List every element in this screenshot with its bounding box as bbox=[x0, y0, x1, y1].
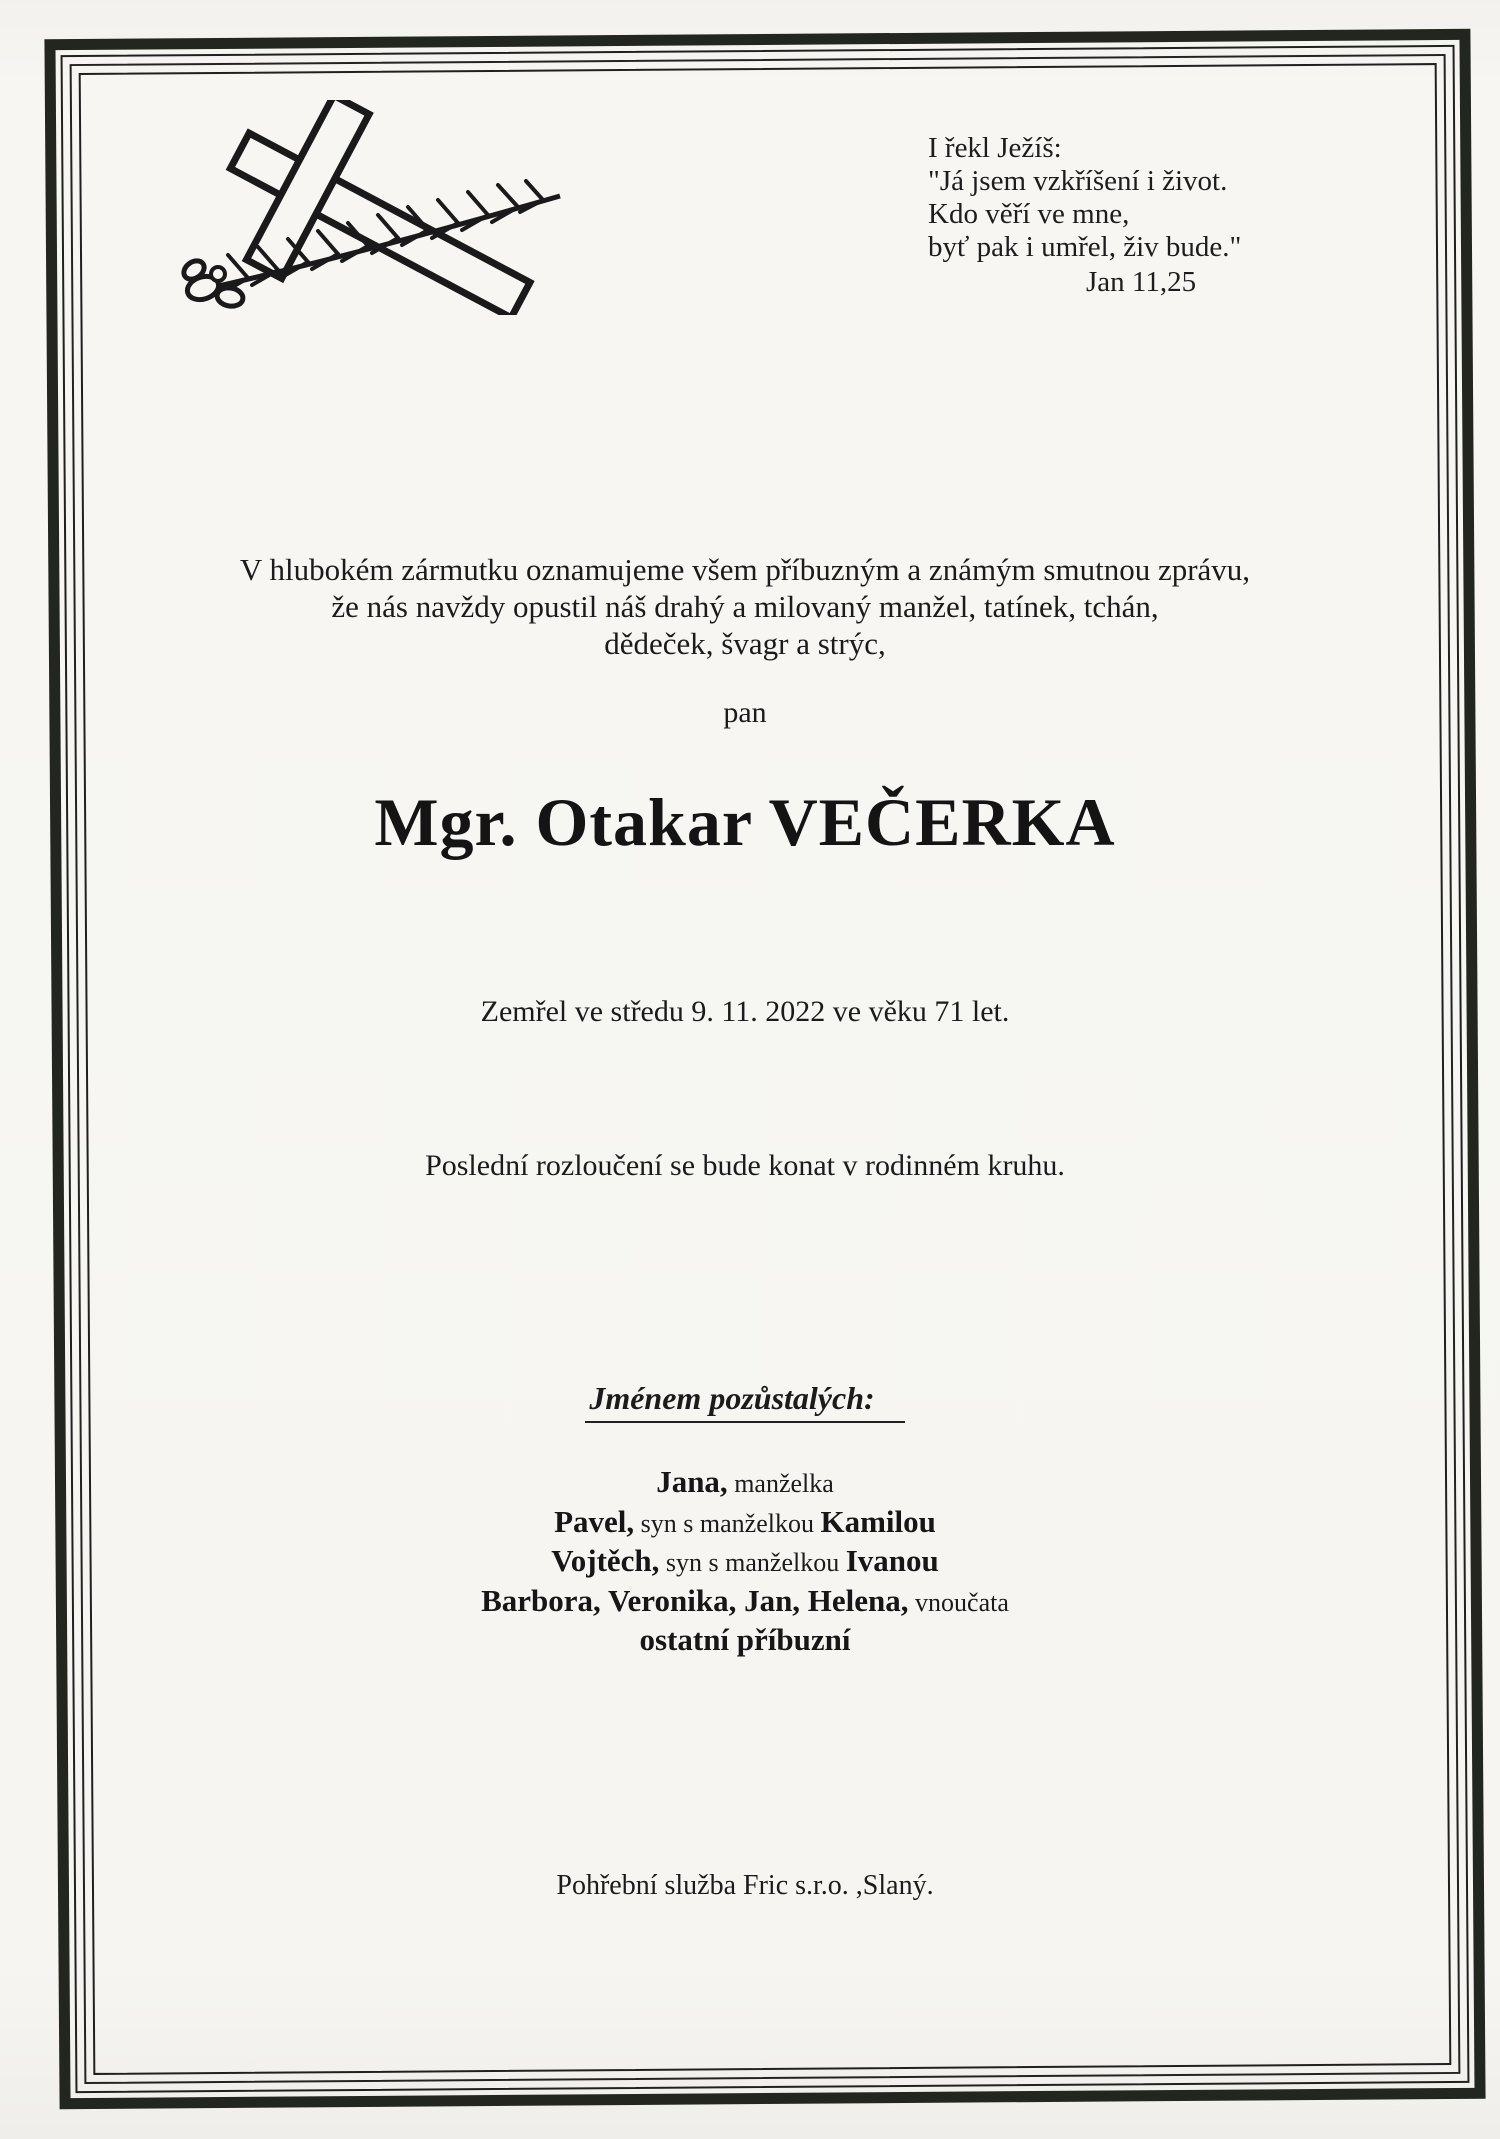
announcement-line: dědeček, švagr a strýc, bbox=[604, 626, 886, 661]
announcement-line: V hlubokém zármutku oznamujeme všem příbuzným a známým smutnou zprávu, bbox=[239, 552, 1251, 587]
survivor-relation: manželka bbox=[734, 1469, 834, 1498]
survivor-suffix: Kamilou bbox=[820, 1503, 936, 1539]
survivors-heading bbox=[90, 1380, 1400, 1417]
honorific: pan bbox=[723, 696, 767, 729]
announcement-text bbox=[90, 551, 1400, 662]
announcement-line: že nás navždy opustil náš drahý a milovaný manžel, tatínek, tchán, bbox=[331, 589, 1159, 624]
survivor-line bbox=[90, 1463, 1400, 1503]
survivor-names: Pavel, bbox=[554, 1503, 635, 1539]
scripture-line: I řekl Ježíš: bbox=[928, 132, 1062, 164]
survivors-heading-text: Jménem pozůstalých: bbox=[585, 1380, 904, 1423]
scripture-reference: Jan 11,25 bbox=[1086, 266, 1197, 298]
survivor-line bbox=[90, 1582, 1400, 1622]
scripture-quote bbox=[928, 132, 1268, 299]
funeral-home-line: Pohřební služba Fric s.r.o. ,Slaný. bbox=[556, 1870, 934, 1901]
survivor-line bbox=[90, 1621, 1400, 1661]
cross-and-palm-icon bbox=[148, 100, 578, 315]
survivor-relation: syn s manželkou bbox=[665, 1548, 840, 1577]
scripture-line: Kdo věří ve mne, bbox=[928, 198, 1130, 230]
survivor-relation: syn s manželkou bbox=[640, 1508, 814, 1538]
survivor-relation: vnoučata bbox=[915, 1587, 1009, 1617]
survivor-line bbox=[90, 1503, 1400, 1543]
farewell-line: Poslední rozloučení se bude konat v rodinném kruhu. bbox=[425, 1149, 1065, 1182]
survivor-names: Barbora, Veronika, Jan, Helena, bbox=[481, 1582, 909, 1618]
deceased-name: Mgr. Otakar VEČERKA bbox=[374, 784, 1116, 860]
scripture-line: byť pak i umřel, živ bude." bbox=[928, 231, 1242, 263]
scripture-line: "Já jsem vzkříšení i život. bbox=[928, 165, 1228, 197]
death-date-line: Zemřel ve středu 9. 11. 2022 ve věku 71 let. bbox=[480, 995, 1010, 1028]
survivor-names: Vojtěch, bbox=[551, 1543, 660, 1578]
survivors-list bbox=[90, 1463, 1400, 1661]
cross-icon bbox=[196, 100, 564, 315]
survivor-line bbox=[90, 1542, 1400, 1582]
survivor-suffix: Ivanou bbox=[845, 1543, 939, 1578]
survivor-names: Jana, bbox=[656, 1464, 728, 1499]
survivor-names: ostatní příbuzní bbox=[639, 1622, 851, 1657]
